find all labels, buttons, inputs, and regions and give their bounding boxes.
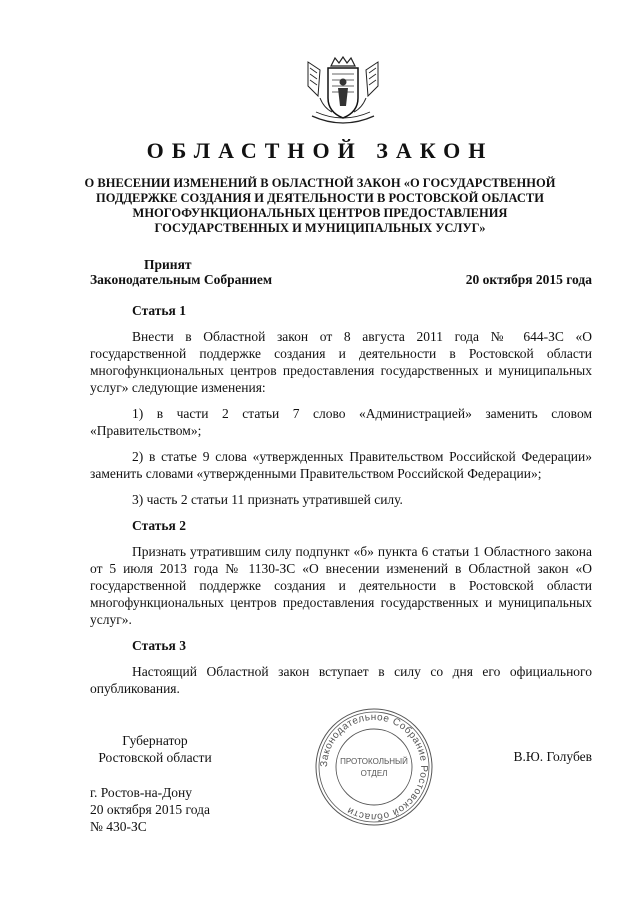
adopted-by: Законодательным Собранием <box>90 272 273 287</box>
stamp-outer-text: Законодательное Собрание Ростовской области <box>318 711 430 823</box>
article-1 <box>90 302 592 508</box>
article-paragraph: Признать утратившим силу подпункт «б» пункта 6 статьи 1 Областного закона от 5 июля 2013 года № 1130-ЗС «О внесении изменений в Областной закон «О государственной поддержке создания и деятельности в Ростовской области многофункциональных центров предоставления государственных и муниципальных услуг». <box>90 544 592 627</box>
article-title: Статья 2 <box>132 518 186 533</box>
article-2 <box>90 517 592 628</box>
signing-date: 20 октября 2015 года <box>90 802 210 817</box>
article-paragraph: Внести в Областной закон от 8 августа 2011 года № 644-ЗС «О государственной поддержке создания и деятельности в Ростовской области многофункциональных центров предоставления государственных и муниципальных услуг» следующие изменения: <box>90 329 592 395</box>
city: г. Ростов-на-Дону <box>90 785 193 800</box>
article-paragraph: 2) в статье 9 слова «утвержденных Правительством Российской Федерации» заменить словами «утвержденными Правительством Российской Федерации»; <box>90 449 592 481</box>
adoption-date: 20 октября 2015 года <box>465 272 592 287</box>
article-3 <box>90 637 592 697</box>
law-number: № 430-ЗС <box>90 819 147 834</box>
adopted-label: Принят <box>144 257 192 272</box>
signatory-title-line1: Губернатор <box>122 733 188 748</box>
stamp-inner-line2: ОТДЕЛ <box>360 769 388 778</box>
signatory-title-line2: Ростовской области <box>98 750 212 765</box>
article-paragraph: 1) в части 2 статьи 7 слово «Администрацией» заменить словом «Правительством»; <box>90 406 592 438</box>
official-stamp-icon <box>312 705 436 829</box>
article-title: Статья 1 <box>132 303 186 318</box>
article-title: Статья 3 <box>132 638 186 653</box>
law-body <box>90 302 592 706</box>
signatory-name: В.Ю. Голубев <box>513 749 592 764</box>
article-paragraph: Настоящий Областной закон вступает в силу со дня его официального опубликования. <box>90 664 592 696</box>
law-title: О ВНЕСЕНИИ ИЗМЕНЕНИЙ В ОБЛАСТНОЙ ЗАКОН «О ГОСУДАРСТВЕННОЙ ПОДДЕРЖКЕ СОЗДАНИЯ И ДЕЯТЕЛЬНОСТИ В РОСТОВСКОЙ ОБЛАСТИ МНОГОФУНКЦИОНАЛЬНЫХ ЦЕНТРОВ ПРЕДОСТАВЛЕНИЯ ГОСУДАРСТВЕННЫХ И МУНИЦИПАЛЬНЫХ УСЛУГ» <box>84 176 556 235</box>
law-type-heading: ОБЛАСТНОЙ ЗАКОН <box>146 138 494 163</box>
signatory-title <box>90 732 220 766</box>
place-and-date <box>90 784 210 835</box>
article-paragraph: 3) часть 2 статьи 11 признать утратившей силу. <box>132 492 403 507</box>
coat-of-arms-icon <box>302 56 384 130</box>
stamp-inner-line1: ПРОТОКОЛЬНЫЙ <box>340 757 408 766</box>
